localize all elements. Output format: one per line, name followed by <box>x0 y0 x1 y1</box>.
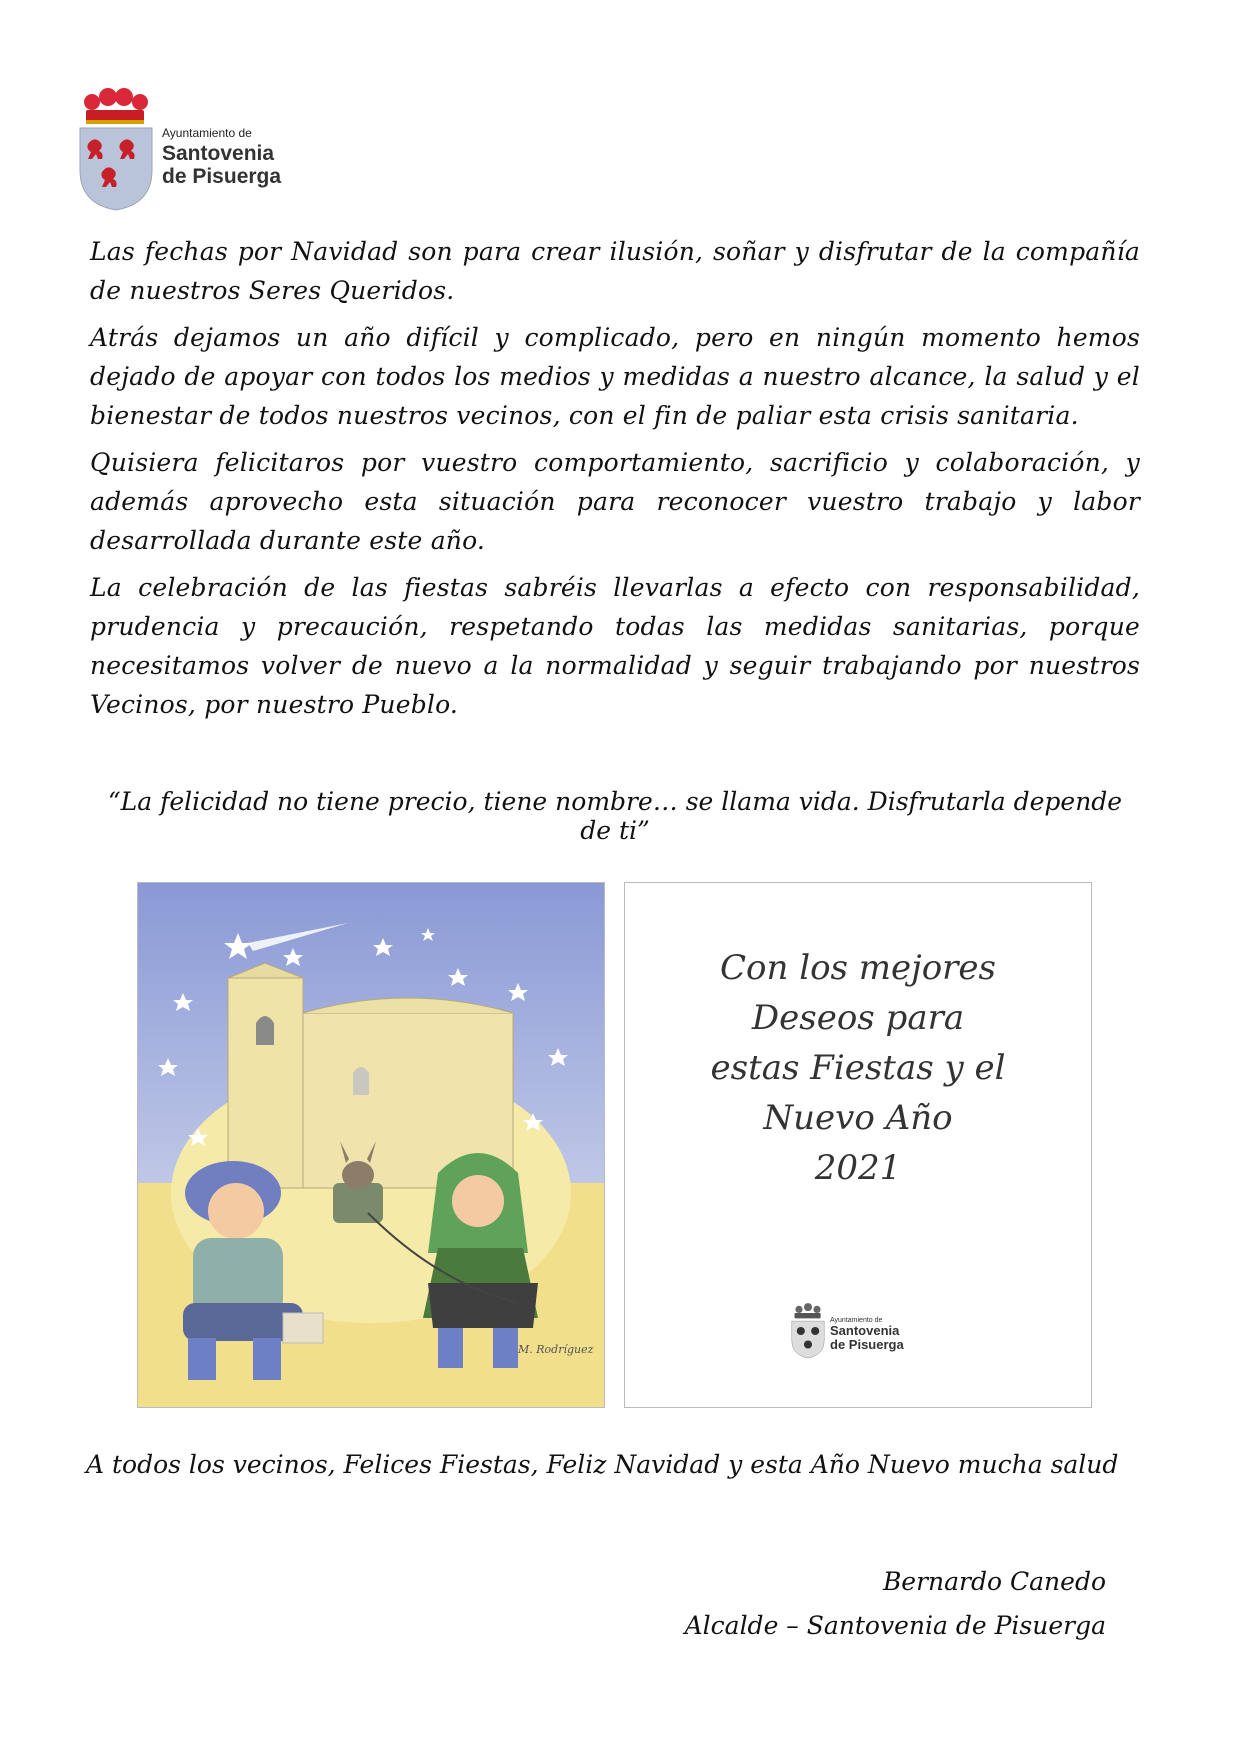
greeting-line: Deseos para <box>751 998 965 1038</box>
logo-title-line2: de Pisuerga <box>162 165 282 188</box>
municipal-logo <box>76 88 306 212</box>
logo-subtitle: Ayuntamiento de <box>162 126 252 140</box>
letter-paragraph: La celebración de las fiestas sabréis llevarlas a efecto con responsabilidad, prudencia y precaución, respetando todas las medidas sanitarias, porque necesitamos volver de nuevo a la normalidad y seguir trabajando por nuestros Vecinos, por nuestro Pueblo. <box>90 573 1140 719</box>
signature-block <box>685 1560 1106 1648</box>
artist-signature: M. Rodríguez <box>518 1343 594 1356</box>
letter-paragraph: Atrás dejamos un año difícil y complicado, pero en ningún momento hemos dejado de apoyar con todos los medios y medidas a nuestro alcance, la salud y el bienestar de todos nuestros vecinos, con el fin de paliar esta crisis sanitaria. <box>90 323 1140 430</box>
greeting-year: 2021 <box>814 1148 902 1188</box>
card-logo <box>790 1303 930 1367</box>
coat-of-arms-icon <box>76 88 156 212</box>
signer-title: Alcalde – Santovenia de Pisuerga <box>684 1611 1106 1640</box>
greeting-line: estas Fiestas y el <box>710 1048 1006 1088</box>
greeting-line: Nuevo Año <box>763 1098 953 1138</box>
greeting-line: Con los mejores <box>720 948 996 988</box>
card-logo-subtitle: Ayuntamiento de <box>830 1317 883 1324</box>
nativity-scene-image <box>138 883 604 1407</box>
card-logo-line2: de Pisuerga <box>830 1337 904 1352</box>
card-logo-line1: Santovenia <box>830 1323 900 1338</box>
letter-body <box>90 232 1140 732</box>
greeting-text <box>625 943 1091 1193</box>
letter-quote: “La felicidad no tiene precio, tiene nombre… se llama vida. Disfrutarla depende de ti” <box>107 787 1123 845</box>
christmas-illustration <box>137 882 605 1408</box>
signer-name: Bernardo Canedo <box>882 1567 1106 1596</box>
letter-paragraph: Las fechas por Navidad son para crear ilusión, soñar y disfrutar de la compañía de nuestros Seres Queridos. <box>90 237 1140 305</box>
logo-title-line1: Santovenia <box>162 142 275 165</box>
greeting-card <box>624 882 1092 1408</box>
closing-line: A todos los vecinos, Felices Fiestas, Feliz Navidad y esta Año Nuevo mucha salud <box>86 1450 1119 1479</box>
coat-of-arms-icon <box>790 1303 826 1359</box>
letter-paragraph: Quisiera felicitaros por vuestro comportamiento, sacrificio y colaboración, y además aprovecho esta situación para reconocer vuestro trabajo y labor desarrollada durante este año. <box>90 448 1140 555</box>
